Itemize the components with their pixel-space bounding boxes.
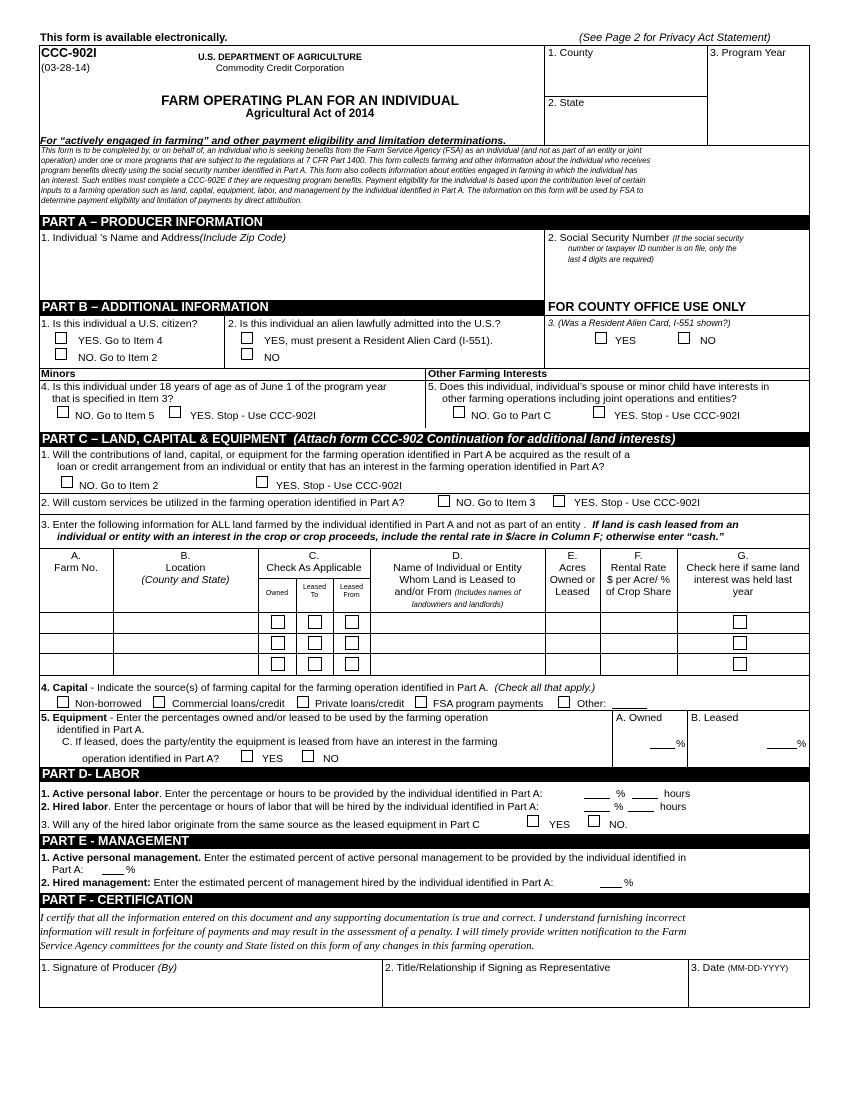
other-interests-question: 5. Does this individual, individual’s spouse or minor child have interests in bbox=[428, 381, 770, 393]
capital-private-checkbox[interactable] bbox=[297, 696, 309, 708]
active-labor-hours-input[interactable] bbox=[632, 798, 658, 799]
equipment-lease-yes-checkbox[interactable] bbox=[241, 750, 253, 762]
hired-labor-hours-input[interactable] bbox=[628, 811, 654, 812]
custom-services-yes-checkbox[interactable] bbox=[553, 495, 565, 507]
ssn-field[interactable]: 2. Social Security Number (If the social security bbox=[548, 232, 744, 244]
title-relationship-field[interactable]: 2. Title/Relationship if Signing as Representative bbox=[385, 962, 611, 974]
row2-leased-to-checkbox[interactable] bbox=[308, 636, 322, 650]
row3-same-land-checkbox[interactable] bbox=[733, 657, 747, 671]
alien-no-checkbox[interactable] bbox=[241, 348, 253, 360]
active-labor-pct-input[interactable] bbox=[584, 798, 610, 799]
other-interests-heading: Other Farming Interests bbox=[428, 368, 548, 380]
alien-question: 2. Is this individual an alien lawfully admitted into the U.S.? bbox=[228, 318, 501, 330]
alien-card-yes-checkbox[interactable] bbox=[595, 332, 607, 344]
hired-management-question: 2. Hired management: Enter the estimated percent of management hired by the individual identified in Part A: bbox=[41, 877, 554, 889]
minor-yes-checkbox[interactable] bbox=[169, 406, 181, 418]
loan-no-checkbox[interactable] bbox=[61, 476, 73, 488]
other-interests-no-checkbox[interactable] bbox=[453, 406, 465, 418]
capital-nonborrowed-checkbox[interactable] bbox=[57, 696, 69, 708]
privacy-note[interactable]: (See Page 2 for Privacy Act Statement) bbox=[579, 32, 771, 44]
form-date: (03-28-14) bbox=[41, 62, 91, 74]
row1-leased-to-checkbox[interactable] bbox=[308, 615, 322, 629]
part-d-bar: PART D- LABOR bbox=[39, 767, 809, 782]
form-title: FARM OPERATING PLAN FOR AN INDIVIDUAL bbox=[161, 93, 459, 108]
alien-yes-checkbox[interactable] bbox=[241, 332, 253, 344]
part-e-bar: PART E - MANAGEMENT bbox=[39, 834, 809, 849]
col-g-header: G. Check here if same land interest was held last year bbox=[686, 550, 800, 598]
county-office-heading: FOR COUNTY OFFICE USE ONLY bbox=[548, 300, 746, 314]
citizen-yes-checkbox[interactable] bbox=[55, 332, 67, 344]
available-note: This form is available electronically. bbox=[40, 32, 228, 44]
capital-other-checkbox[interactable] bbox=[558, 696, 570, 708]
active-management-pct-input[interactable] bbox=[102, 874, 124, 875]
equipment-lease-question: C. If leased, does the party/entity the equipment is leased from have an interest in the farming bbox=[62, 736, 498, 748]
minor-no-checkbox[interactable] bbox=[57, 406, 69, 418]
custom-services-no-checkbox[interactable] bbox=[438, 495, 450, 507]
equipment-leased-field[interactable]: B. Leased bbox=[691, 712, 739, 724]
active-management-question: 1. Active personal management. Enter the estimated percent of active personal management to be provided by the individual identified in bbox=[41, 852, 687, 864]
form-number: CCC-902I bbox=[41, 46, 97, 60]
equipment-lease-no-checkbox[interactable] bbox=[302, 750, 314, 762]
row2-owned-checkbox[interactable] bbox=[271, 636, 285, 650]
capital-fsa-checkbox[interactable] bbox=[415, 696, 427, 708]
land-instructions: 3. Enter the following information for ALL land farmed by the individual identified in Part A and not as part of an entity . If land is cash leased from an bbox=[41, 519, 739, 531]
row2-leased-from-checkbox[interactable] bbox=[345, 636, 359, 650]
row1-leased-from-checkbox[interactable] bbox=[345, 615, 359, 629]
row3-leased-from-checkbox[interactable] bbox=[345, 657, 359, 671]
loan-question: 1. Will the contributions of land, capital, or equipment for the farming operation identified in Part A be acquired as the result of a bbox=[41, 449, 630, 461]
agency: Commodity Credit Corporation bbox=[215, 63, 345, 74]
col-a-header: A. Farm No. bbox=[54, 550, 98, 574]
row1-owned-checkbox[interactable] bbox=[271, 615, 285, 629]
signature-field[interactable]: 1. Signature of Producer (By) bbox=[41, 962, 177, 974]
row2-same-land-checkbox[interactable] bbox=[733, 636, 747, 650]
row3-leased-to-checkbox[interactable] bbox=[308, 657, 322, 671]
equipment-question: 5. Equipment - Enter the percentages owned and/or leased to be used by the farming operation bbox=[41, 712, 489, 724]
form-subtitle: Agricultural Act of 2014 bbox=[245, 108, 375, 120]
capital-question: 4. Capital - Indicate the source(s) of farming capital for the farming operation identified in Part A. (Check all that apply.) bbox=[41, 682, 596, 694]
date-field[interactable]: 3. Date (MM-DD-YYYY) bbox=[691, 962, 789, 974]
part-b-bar: PART B – ADDITIONAL INFORMATION bbox=[39, 300, 544, 315]
custom-services-question: 2. Will custom services be utilized in the farming operation identified in Part A? bbox=[41, 497, 405, 509]
col-d-header: D. Name of Individual or Entity Whom Land is Leased to and/or From (Includes names of landowners and landlords) bbox=[393, 550, 522, 609]
col-e-header: E. Acres Owned or Leased bbox=[549, 550, 596, 598]
minors-heading: Minors bbox=[41, 368, 76, 380]
col-b-header: B. Location (County and State) bbox=[141, 550, 230, 586]
hired-labor-pct-input[interactable] bbox=[584, 811, 610, 812]
alien-card-question: 3. (Was a Resident Alien Card, I-551 shown?) bbox=[548, 318, 731, 328]
state-field[interactable]: 2. State bbox=[548, 97, 585, 109]
row3-owned-checkbox[interactable] bbox=[271, 657, 285, 671]
minor-question: 4. Is this individual under 18 years of age as of June 1 of the program year bbox=[41, 381, 387, 393]
labor-source-no-checkbox[interactable] bbox=[588, 815, 600, 827]
hired-labor-question: 2. Hired labor. Enter the percentage or hours of labor that will be hired by the individual identified in Part A: bbox=[41, 801, 539, 813]
name-address-field[interactable]: 1. Individual ’s Name and Address(Include Zip Code) bbox=[41, 232, 286, 244]
part-c-bar: PART C – LAND, CAPITAL & EQUIPMENT (Attach form CCC-902 Continuation for additional land interests) bbox=[39, 432, 809, 447]
capital-other-input[interactable] bbox=[612, 708, 647, 709]
labor-source-yes-checkbox[interactable] bbox=[527, 815, 539, 827]
row1-same-land-checkbox[interactable] bbox=[733, 615, 747, 629]
intro-heading: For “actively engaged in farming” and other payment eligibility and limitation determinations. bbox=[40, 135, 507, 147]
alien-card-no-checkbox[interactable] bbox=[678, 332, 690, 344]
col-f-header: F. Rental Rate $ per Acre/ % of Crop Share bbox=[605, 550, 672, 598]
department: U.S. DEPARTMENT OF AGRICULTURE bbox=[198, 52, 362, 62]
col-c-header: C. Check As Applicable bbox=[266, 550, 362, 574]
county-field[interactable]: 1. County bbox=[548, 47, 593, 59]
other-interests-yes-checkbox[interactable] bbox=[593, 406, 605, 418]
equipment-owned-field[interactable]: A. Owned bbox=[616, 712, 663, 724]
certification-text: I certify that all the information entered on this document and any supporting documentation is true and correct. I understand furnishing incorrect information will result in forfeiture of payments and may result in the assessment of a penalty. I will timely provide written notification to the Farm Service Agency committees for the county and State listed on this form of any changes in this farming operation. bbox=[40, 912, 687, 952]
part-f-bar: PART F - CERTIFICATION bbox=[39, 893, 809, 908]
citizen-question: 1. Is this individual a U.S. citizen? bbox=[41, 318, 198, 330]
citizen-no-checkbox[interactable] bbox=[55, 348, 67, 360]
part-a-bar: PART A – PRODUCER INFORMATION bbox=[39, 215, 809, 230]
labor-source-question: 3. Will any of the hired labor originate from the same source as the leased equipment in Part C bbox=[41, 819, 480, 831]
active-labor-question: 1. Active personal labor. Enter the percentage or hours to be provided by the individual identified in Part A: bbox=[41, 788, 543, 800]
hired-management-pct-input[interactable] bbox=[600, 887, 622, 888]
program-year-field[interactable]: 3. Program Year bbox=[710, 47, 786, 59]
loan-yes-checkbox[interactable] bbox=[256, 476, 268, 488]
capital-commercial-checkbox[interactable] bbox=[153, 696, 165, 708]
